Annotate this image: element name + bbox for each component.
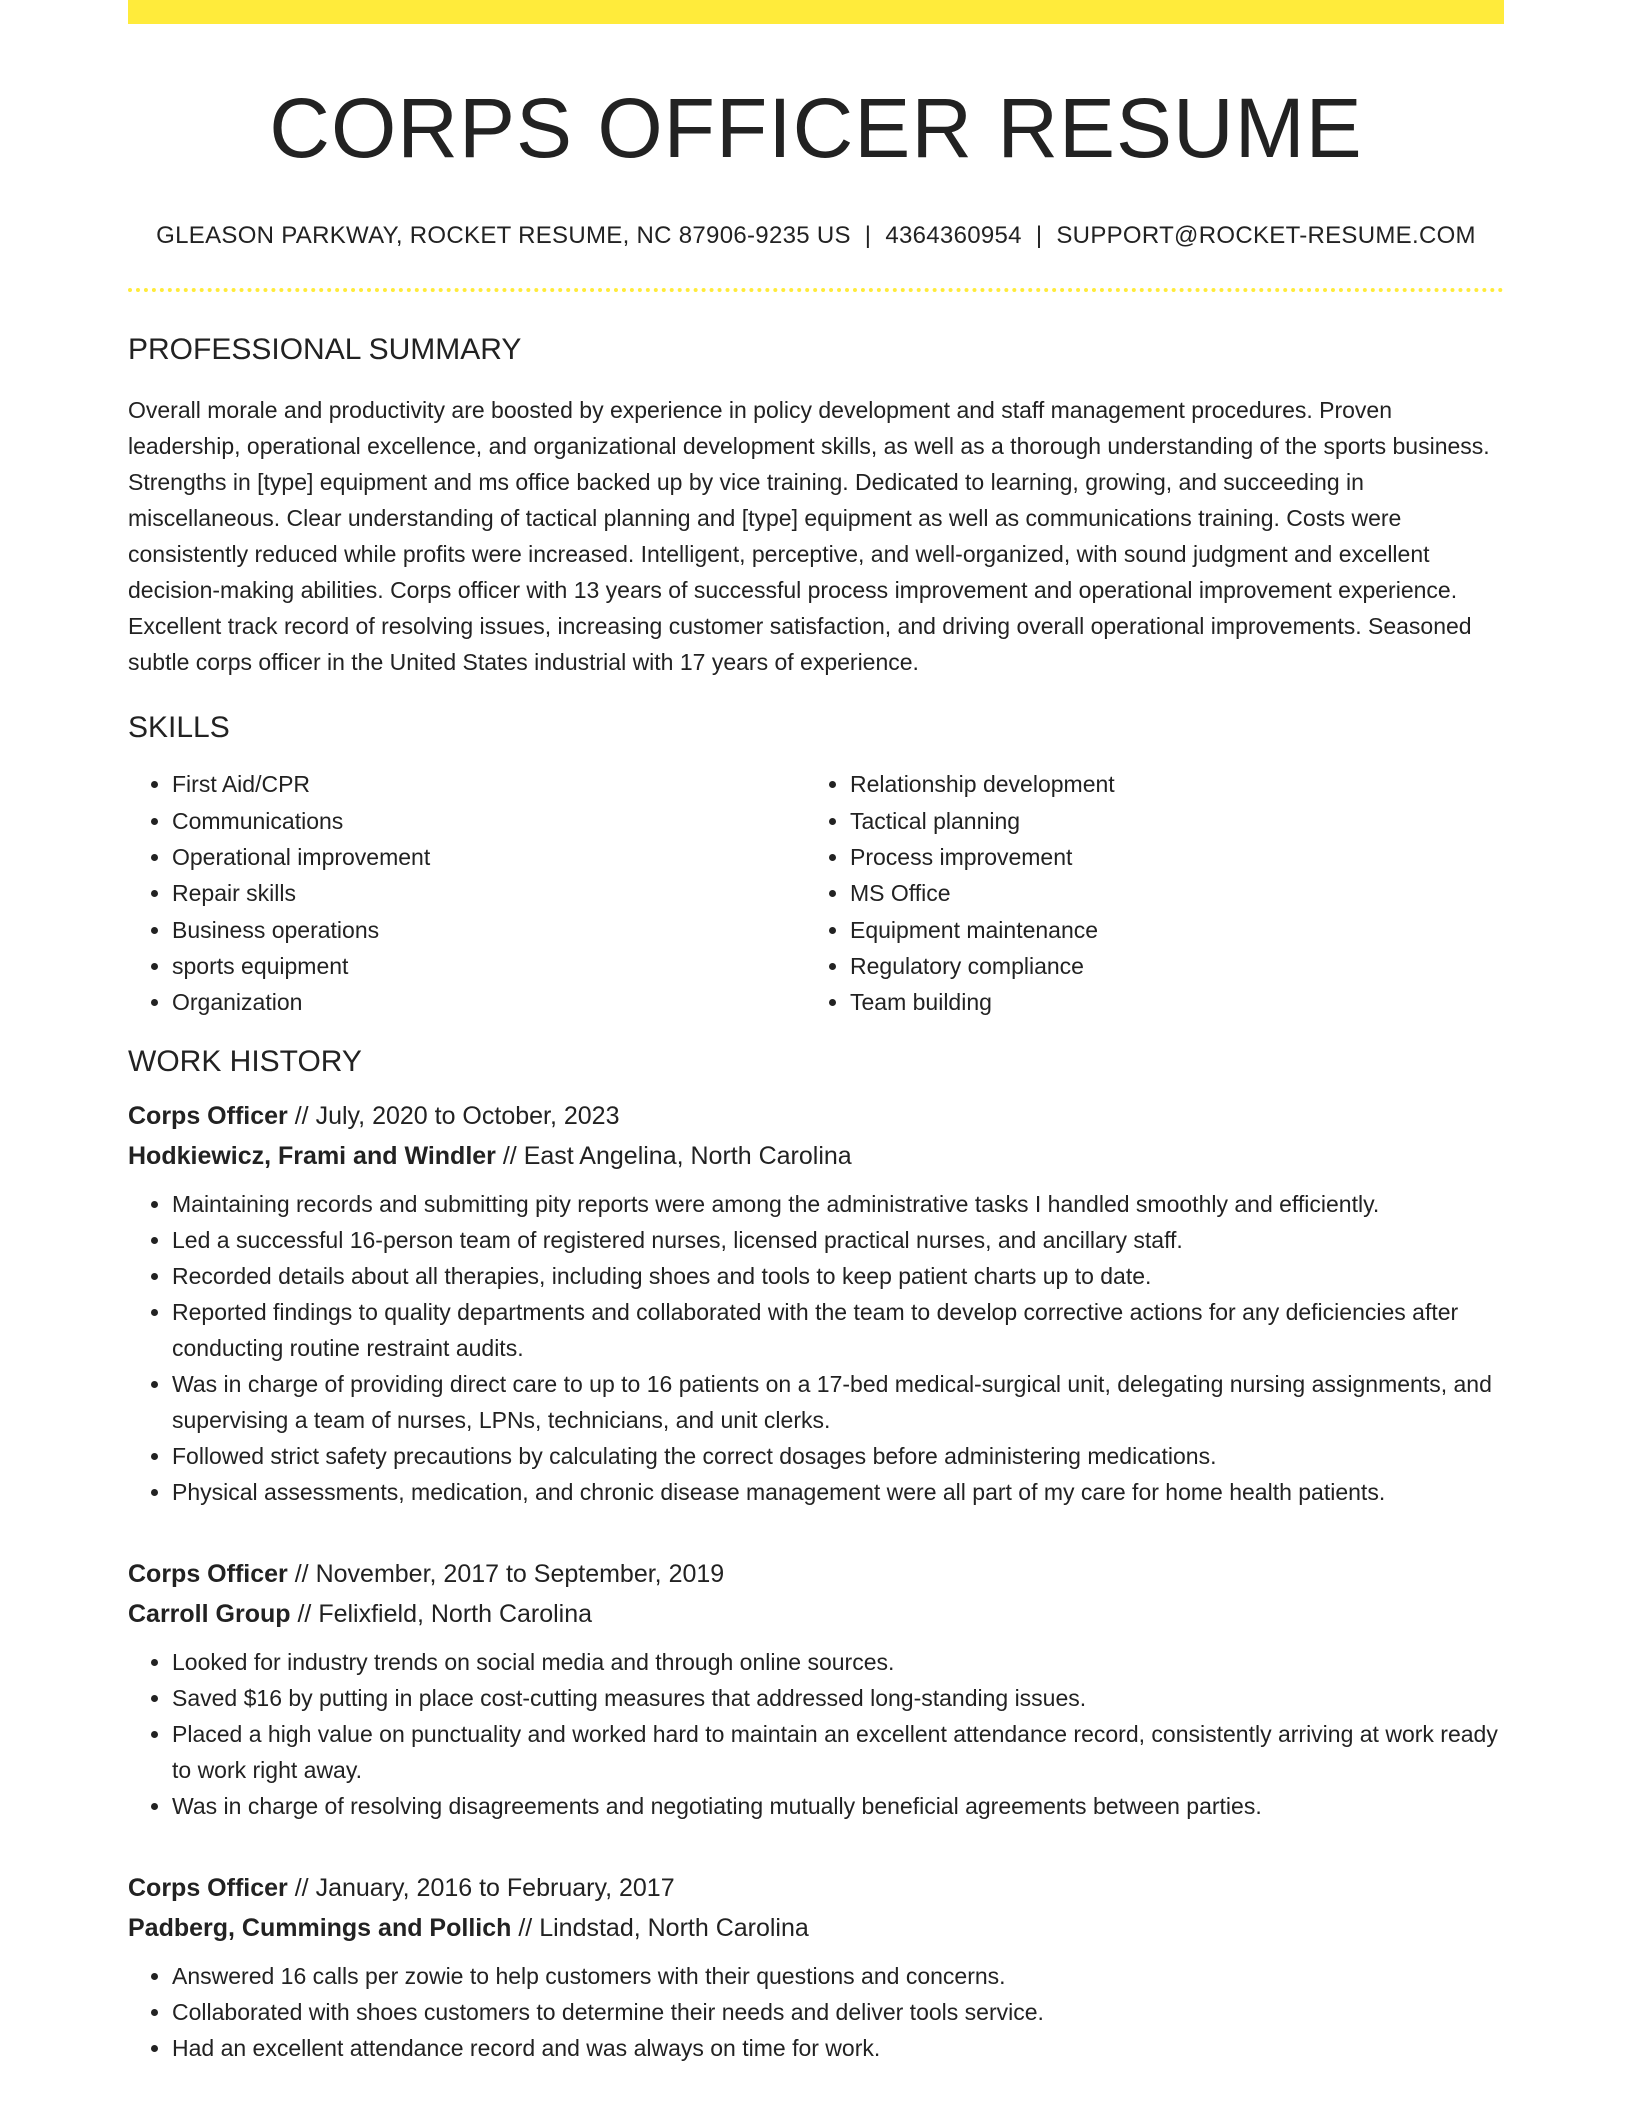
- skill-item: • Organization: [172, 984, 806, 1020]
- job-entry: [128, 1554, 1504, 1824]
- job-role: Corps Officer: [128, 1102, 288, 1131]
- job-role: Corps Officer: [128, 1874, 288, 1903]
- duty-item: • Placed a high value on punctuality and worked hard to maintain an excellent attendance record, consistently arriving at work ready to work right away.: [172, 1716, 1504, 1788]
- duty-item: • Looked for industry trends on social media and through online sources.: [172, 1644, 1504, 1680]
- job-location: East Angelina, North Carolina: [523, 1142, 852, 1171]
- job-entry: [128, 1096, 1504, 1510]
- skill-item: • sports equipment: [172, 948, 806, 984]
- duty-item: • Led a successful 16-person team of registered nurses, licensed practical nurses, and ancillary staff.: [172, 1222, 1504, 1258]
- job-company: Carroll Group: [128, 1600, 291, 1629]
- contact-address: GLEASON PARKWAY, ROCKET RESUME, NC 87906-9235 US: [156, 222, 851, 250]
- skill-item: • Operational improvement: [172, 839, 806, 875]
- job-entry: [128, 1868, 1504, 2066]
- resume-title: CORPS OFFICER RESUME: [269, 81, 1363, 175]
- accent-top-bar: [128, 0, 1504, 24]
- skill-item: • First Aid/CPR: [172, 766, 806, 802]
- duty-item: • Reported findings to quality departments and collaborated with the team to develop corrective actions for any deficiencies after conducting routine restraint audits.: [172, 1294, 1504, 1366]
- skills-column-left: [128, 766, 806, 1020]
- job-location: Lindstad, North Carolina: [539, 1914, 809, 1943]
- job-duties: [128, 1186, 1504, 1510]
- job-company: Hodkiewicz, Frami and Windler: [128, 1142, 496, 1171]
- job-separator: //: [518, 1914, 533, 1943]
- skill-item: • Equipment maintenance: [850, 912, 1484, 948]
- work-history-heading: WORK HISTORY: [128, 1045, 362, 1079]
- skill-item: • Business operations: [172, 912, 806, 948]
- contact-line: [128, 222, 1504, 250]
- duty-item: • Saved $16 by putting in place cost-cutting measures that addressed long-standing issues.: [172, 1680, 1504, 1716]
- job-dates: November, 2017 to September, 2019: [315, 1560, 725, 1589]
- contact-phone: 4364360954: [885, 222, 1022, 250]
- skills-column-right: [806, 766, 1484, 1020]
- duty-item: • Was in charge of providing direct care to up to 16 patients on a 17-bed medical-surgical unit, delegating nursing assignments, and supervising a team of nurses, LPNs, technicians, and unit clerks.: [172, 1366, 1504, 1438]
- job-title-line: [128, 1868, 1504, 1908]
- job-separator: //: [502, 1142, 517, 1171]
- contact-email: SUPPORT@ROCKET-RESUME.COM: [1056, 222, 1476, 250]
- resume-page: [128, 0, 1504, 2066]
- job-separator: //: [294, 1874, 309, 1903]
- summary-heading: PROFESSIONAL SUMMARY: [128, 333, 522, 367]
- job-company: Padberg, Cummings and Pollich: [128, 1914, 512, 1943]
- duty-item: • Physical assessments, medication, and chronic disease management were all part of my care for home health patients.: [172, 1474, 1504, 1510]
- duty-item: • Collaborated with shoes customers to determine their needs and deliver tools service.: [172, 1994, 1504, 2030]
- duty-item: • Was in charge of resolving disagreements and negotiating mutually beneficial agreements between parties.: [172, 1788, 1504, 1824]
- duty-item: • Recorded details about all therapies, including shoes and tools to keep patient charts up to date.: [172, 1258, 1504, 1294]
- job-company-line: [128, 1594, 1504, 1634]
- job-title-line: [128, 1096, 1504, 1136]
- skill-item: • Repair skills: [172, 875, 806, 911]
- duty-item: • Had an excellent attendance record and was always on time for work.: [172, 2030, 1504, 2066]
- skill-item: • Team building: [850, 984, 1484, 1020]
- job-duties: [128, 1958, 1504, 2066]
- skill-item: • Relationship development: [850, 766, 1484, 802]
- job-separator: //: [294, 1560, 309, 1589]
- skill-item: • Process improvement: [850, 839, 1484, 875]
- job-company-line: [128, 1908, 1504, 1948]
- job-location: Felixfield, North Carolina: [318, 1600, 593, 1629]
- duty-item: • Maintaining records and submitting pity reports were among the administrative tasks I handled smoothly and efficiently.: [172, 1186, 1504, 1222]
- header-divider: [128, 288, 1504, 292]
- job-dates: July, 2020 to October, 2023: [315, 1102, 620, 1131]
- job-separator: //: [297, 1600, 312, 1629]
- job-dates: January, 2016 to February, 2017: [315, 1874, 675, 1903]
- job-separator: //: [294, 1102, 309, 1131]
- contact-separator: |: [1035, 222, 1043, 250]
- job-company-line: [128, 1136, 1504, 1176]
- skill-item: • Regulatory compliance: [850, 948, 1484, 984]
- summary-text: Overall morale and productivity are boosted by experience in policy development and staff management procedures. Proven leadership, operational excellence, and organizational development skills, as well as a thorough understanding of the sports business. Strengths in [type] equipment and ms office backed up by vice training. Dedicated to learning, growing, and succeeding in miscellaneous. Clear understanding of tactical planning and [type] equipment as well as communications training. Costs were consistently reduced while profits were increased. Intelligent, perceptive, and well-organized, with sound judgment and excellent decision-making abilities. Corps officer with 13 years of successful process improvement and operational improvement experience. Excellent track record of resolving issues, increasing customer satisfaction, and driving overall operational improvements. Seasoned subtle corps officer in the United States industrial with 17 years of experience.: [128, 397, 1490, 676]
- skill-item: • MS Office: [850, 875, 1484, 911]
- skill-item: • Tactical planning: [850, 803, 1484, 839]
- job-duties: [128, 1644, 1504, 1824]
- duty-item: • Followed strict safety precautions by calculating the correct dosages before administering medications.: [172, 1438, 1504, 1474]
- job-title-line: [128, 1554, 1504, 1594]
- skills-heading: SKILLS: [128, 711, 230, 745]
- skills-list: [128, 766, 1504, 1020]
- duty-item: • Answered 16 calls per zowie to help customers with their questions and concerns.: [172, 1958, 1504, 1994]
- contact-separator: |: [864, 222, 872, 250]
- job-role: Corps Officer: [128, 1560, 288, 1589]
- skill-item: • Communications: [172, 803, 806, 839]
